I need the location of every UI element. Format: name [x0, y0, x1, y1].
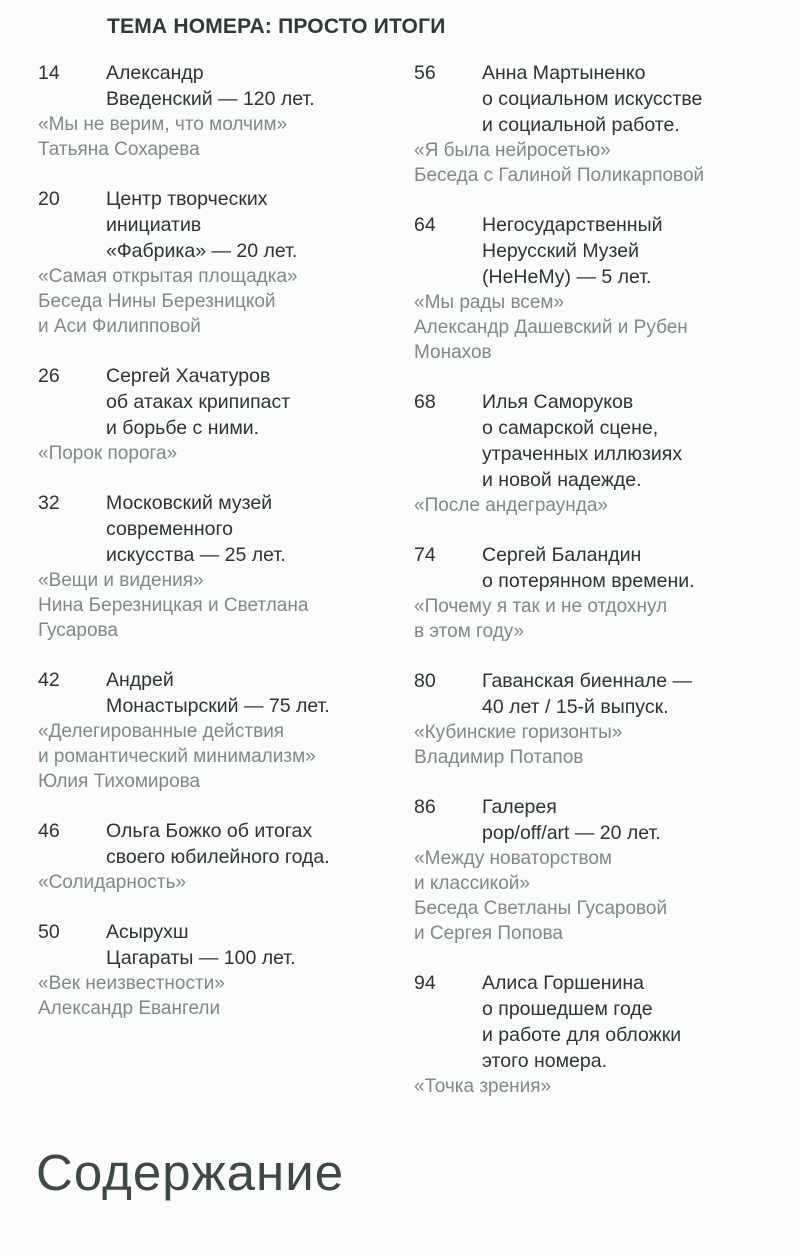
article-title: Анна Мартыненко о социальном искусстве и социальной работе. [482, 62, 703, 136]
toc-entry-header [414, 212, 794, 290]
page-number: 64 [414, 214, 436, 236]
article-author: Беседа с Галиной Поликарповой [414, 165, 705, 186]
article-title: Асырухш Цагараты — 100 лет. [106, 921, 296, 969]
article-quote: «После андеграунда» [414, 495, 608, 516]
page-heading: Содержание [36, 1144, 345, 1201]
toc-entry-header [414, 970, 794, 1074]
article-title: Негосударственный Нерусский Музей (НеНеМу) — 5 лет. [482, 214, 663, 288]
page-number: 68 [414, 391, 436, 413]
toc-entry [38, 60, 398, 162]
page-number: 46 [38, 820, 60, 842]
article-author: Александр Евангели [38, 998, 221, 1019]
article-title: Галерея pop/off/art — 20 лет. [482, 796, 661, 844]
article-quote: «Точка зрения» [414, 1076, 552, 1097]
toc-entry-header [414, 542, 794, 594]
toc-entry [38, 667, 398, 794]
article-author: Беседа Нины Березницкой и Аси Филипповой [38, 291, 276, 337]
toc-entry [414, 389, 794, 518]
toc-entry-header [414, 389, 794, 493]
article-title: Ольга Божко об итогах своего юбилейного года. [106, 820, 330, 868]
theme-title: ТЕМА НОМЕРА: ПРОСТО ИТОГИ [107, 15, 446, 38]
article-title: Московский музей современного искусства — 25 лет. [106, 492, 286, 566]
toc-entry-header [38, 363, 398, 441]
article-title: Алиса Горшенина о прошедшем годе и работе для обложки этого номера. [482, 972, 682, 1072]
page-number: 74 [414, 544, 436, 566]
article-quote: «Мы рады всем» [414, 292, 565, 313]
article-title: Александр Введенский — 120 лет. [106, 62, 315, 110]
article-quote: «Самая открытая площадка» [38, 266, 298, 287]
article-quote: «Делегированные действия и романтический минимализм» [38, 721, 316, 767]
article-title: Центр творческих инициатив «Фабрика» — 20 лет. [106, 188, 298, 262]
toc-entry [38, 919, 398, 1021]
article-quote: «Между новаторством и классикой» [414, 848, 612, 894]
toc-entry-header [38, 667, 398, 719]
article-author: Нина Березницкая и Светлана Гусарова [38, 595, 309, 641]
toc-entry-header [38, 919, 398, 971]
toc-entry [38, 818, 398, 895]
article-quote: «Почему я так и не отдохнул в этом году» [414, 596, 668, 642]
article-quote: «Век неизвестности» [38, 973, 225, 994]
toc-entry [414, 542, 794, 644]
toc-entry [38, 363, 398, 466]
page-number: 42 [38, 669, 60, 691]
toc-entry-header [38, 490, 398, 568]
article-title: Илья Саморуков о самарской сцене, утраченных иллюзиях и новой надежде. [482, 391, 683, 491]
toc-entry [38, 490, 398, 643]
article-quote: «Вещи и видения» [38, 570, 204, 591]
page-number: 56 [414, 62, 436, 84]
article-author: Александр Дашевский и Рубен Монахов [414, 317, 688, 363]
article-author: Владимир Потапов [414, 747, 584, 768]
article-author: Юлия Тихомирова [38, 771, 201, 792]
toc-entry [414, 60, 794, 188]
article-quote: «Порок порога» [38, 443, 178, 464]
toc-entry-header [38, 186, 398, 264]
page-number: 80 [414, 670, 436, 692]
toc-entry-header [414, 668, 794, 720]
right-column [414, 60, 794, 1123]
article-quote: «Солидарность» [38, 872, 187, 893]
article-quote: «Кубинские горизонты» [414, 722, 623, 743]
toc-entry-header [414, 794, 794, 846]
page-number: 26 [38, 365, 60, 387]
article-title: Сергей Хачатуров об атаках крипипаст и борьбе с ними. [106, 365, 291, 439]
toc-entry-header [38, 818, 398, 870]
left-column [38, 60, 398, 1045]
toc-entry [414, 970, 794, 1099]
toc-entry-header [414, 60, 794, 138]
article-author: Татьяна Сохарева [38, 139, 200, 160]
toc-entry-header [38, 60, 398, 112]
page-number: 14 [38, 62, 60, 84]
toc-entry [38, 186, 398, 339]
toc-entry [414, 794, 794, 946]
article-quote: «Я была нейросетью» [414, 140, 611, 161]
article-title: Гаванская биеннале — 40 лет / 15-й выпуск. [482, 670, 693, 718]
page-number: 50 [38, 921, 60, 943]
article-title: Сергей Баландин о потерянном времени. [482, 544, 695, 592]
page-number: 32 [38, 492, 60, 514]
toc-entry [414, 668, 794, 770]
page-number: 20 [38, 188, 60, 210]
article-quote: «Мы не верим, что молчим» [38, 114, 288, 135]
toc-entry [414, 212, 794, 365]
page-number: 94 [414, 972, 436, 994]
article-author: Беседа Светланы Гусаровой и Сергея Попова [414, 898, 668, 944]
article-title: Андрей Монастырский — 75 лет. [106, 669, 330, 717]
page-number: 86 [414, 796, 436, 818]
